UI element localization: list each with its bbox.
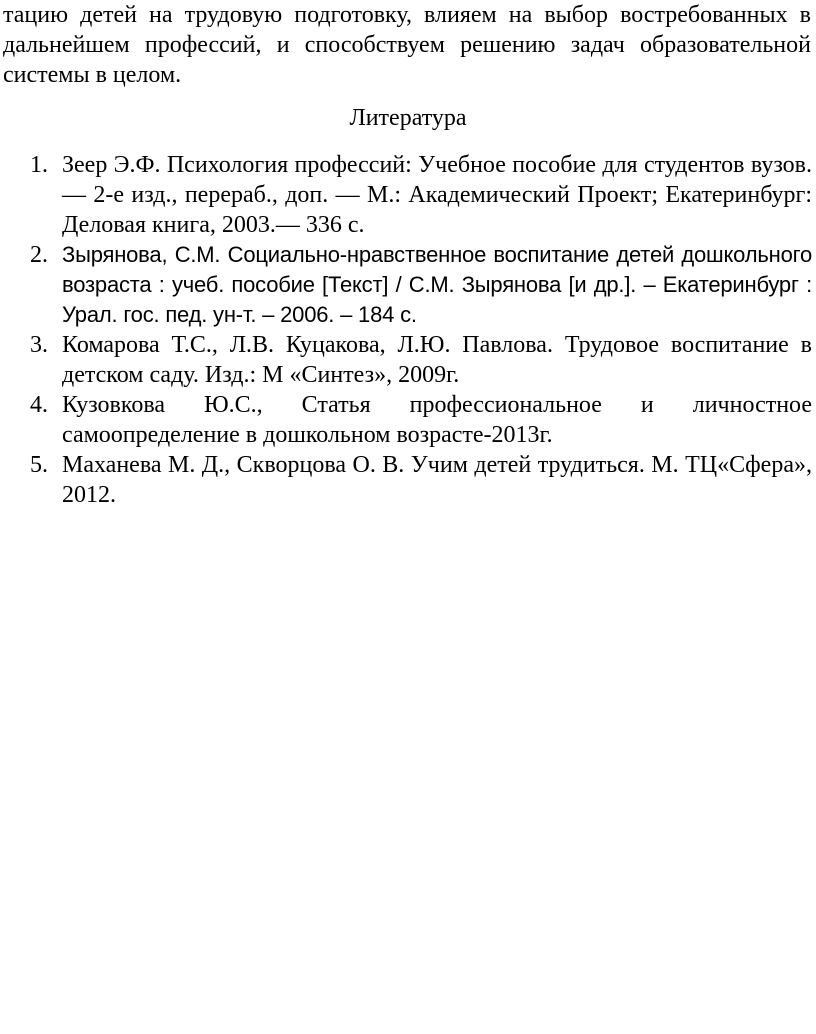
reference-text: Зеер Э.Ф. Психология профессий: Учебное пособие для студентов вузов.— 2-е изд., перераб., доп. — М.: Академический Проект; Екатеринбург: Деловая книга, 2003.— 336 с. (62, 152, 812, 238)
reference-item-2 (0, 240, 816, 330)
reference-item-3 (0, 330, 816, 390)
references-heading: Литература (349, 105, 467, 131)
reference-text: Маханева М. Д., Скворцова О. В. Учим детей трудиться. М. ТЦ«Сфера», 2012. (62, 452, 812, 508)
reference-number: 1. (30, 152, 48, 178)
reference-number: 4. (30, 392, 48, 418)
reference-text: Комарова Т.С., Л.В. Куцакова, Л.Ю. Павлова. Трудовое воспитание в детском саду. Изд.: М «Синтез», 2009г. (62, 332, 812, 388)
reference-number: 3. (30, 332, 48, 358)
reference-number: 2. (30, 242, 48, 268)
reference-item-5 (0, 450, 816, 510)
reference-item-1 (0, 150, 816, 240)
reference-text: Зырянова, С.М. Социально-нравственное воспитание детей дошкольного возраста : учеб. пособие [Текст] / С.М. Зырянова [и др.]. – Екатеринбург : Урал. гос. пед. ун-т. – 2006. – 184 с. (62, 242, 812, 327)
intro-paragraph: тацию детей на трудовую подготовку, влияем на выбор востребованных в дальнейшем профессий, и способствуем решению задач образовательной системы в целом. (3, 2, 811, 88)
reference-text: Кузовкова Ю.С., Статья профессиональное и личностное самоопределение в дошкольном возрасте-2013г. (62, 392, 812, 448)
reference-number: 5. (30, 452, 48, 478)
reference-item-4 (0, 390, 816, 450)
references-list (0, 150, 816, 510)
